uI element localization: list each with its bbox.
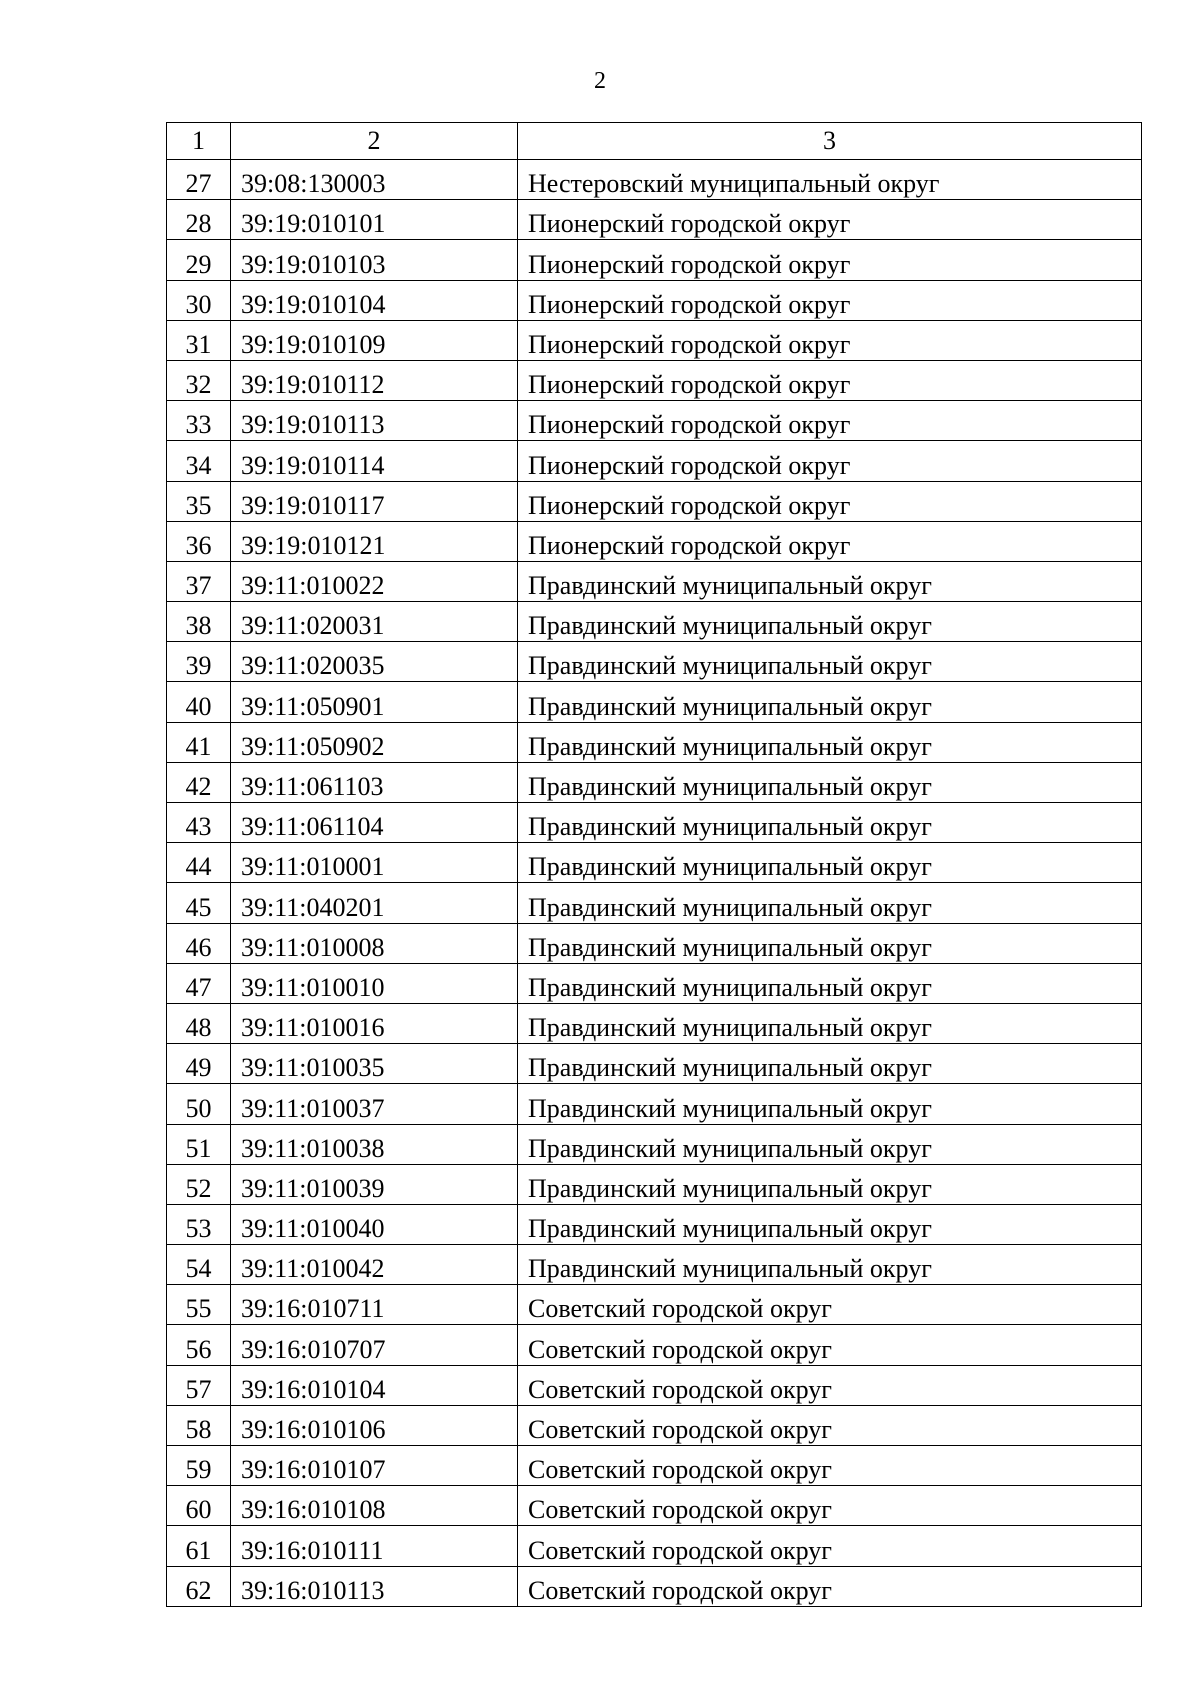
district-name-cell: Правдинский муниципальный округ xyxy=(518,883,1142,923)
district-name-cell: Правдинский муниципальный округ xyxy=(518,1245,1142,1285)
row-number-cell: 44 xyxy=(167,843,231,883)
district-name-cell: Пионерский городской округ xyxy=(518,521,1142,561)
cadastral-code-cell: 39:19:010121 xyxy=(231,521,518,561)
column-header-1: 1 xyxy=(167,123,231,160)
district-name-cell: Советский городской округ xyxy=(518,1285,1142,1325)
district-name-cell: Правдинский муниципальный округ xyxy=(518,602,1142,642)
district-name-cell: Пионерский городской округ xyxy=(518,360,1142,400)
row-number-cell: 47 xyxy=(167,963,231,1003)
district-name-cell: Правдинский муниципальный округ xyxy=(518,923,1142,963)
cadastral-code-cell: 39:11:010042 xyxy=(231,1245,518,1285)
cadastral-code-cell: 39:11:061104 xyxy=(231,803,518,843)
cadastral-code-cell: 39:11:010010 xyxy=(231,963,518,1003)
cadastral-code-cell: 39:16:010111 xyxy=(231,1526,518,1566)
row-number-cell: 56 xyxy=(167,1325,231,1365)
cadastral-code-cell: 39:08:130003 xyxy=(231,160,518,200)
row-number-cell: 54 xyxy=(167,1245,231,1285)
district-name-cell: Пионерский городской округ xyxy=(518,481,1142,521)
table-row xyxy=(167,843,1142,883)
row-number-cell: 60 xyxy=(167,1486,231,1526)
table-row xyxy=(167,441,1142,481)
table-row xyxy=(167,1164,1142,1204)
district-name-cell: Правдинский муниципальный округ xyxy=(518,803,1142,843)
row-number-cell: 31 xyxy=(167,320,231,360)
cadastral-code-cell: 39:11:020035 xyxy=(231,642,518,682)
row-number-cell: 27 xyxy=(167,160,231,200)
cadastral-code-cell: 39:16:010108 xyxy=(231,1486,518,1526)
cadastral-code-cell: 39:19:010117 xyxy=(231,481,518,521)
district-name-cell: Правдинский муниципальный округ xyxy=(518,1003,1142,1043)
table-row xyxy=(167,963,1142,1003)
table-row xyxy=(167,762,1142,802)
table-row xyxy=(167,1486,1142,1526)
cadastral-code-cell: 39:11:010037 xyxy=(231,1084,518,1124)
district-name-cell: Советский городской округ xyxy=(518,1365,1142,1405)
table-row xyxy=(167,1044,1142,1084)
cadastral-code-cell: 39:11:010035 xyxy=(231,1044,518,1084)
district-name-cell: Правдинский муниципальный округ xyxy=(518,1164,1142,1204)
table-row xyxy=(167,521,1142,561)
row-number-cell: 36 xyxy=(167,521,231,561)
row-number-cell: 58 xyxy=(167,1405,231,1445)
table-row xyxy=(167,360,1142,400)
cadastral-table xyxy=(166,122,1142,1607)
row-number-cell: 39 xyxy=(167,642,231,682)
page-number: 2 xyxy=(594,68,606,94)
table-row xyxy=(167,320,1142,360)
table-row xyxy=(167,1325,1142,1365)
district-name-cell: Правдинский муниципальный округ xyxy=(518,843,1142,883)
row-number-cell: 40 xyxy=(167,682,231,722)
cadastral-code-cell: 39:11:010016 xyxy=(231,1003,518,1043)
district-name-cell: Правдинский муниципальный округ xyxy=(518,561,1142,601)
row-number-cell: 32 xyxy=(167,360,231,400)
cadastral-code-cell: 39:16:010113 xyxy=(231,1566,518,1606)
cadastral-code-cell: 39:11:061103 xyxy=(231,762,518,802)
table-row xyxy=(167,1245,1142,1285)
table-row xyxy=(167,240,1142,280)
row-number-cell: 41 xyxy=(167,722,231,762)
table-row xyxy=(167,1365,1142,1405)
cadastral-code-cell: 39:19:010113 xyxy=(231,401,518,441)
table-row xyxy=(167,1124,1142,1164)
row-number-cell: 33 xyxy=(167,401,231,441)
district-name-cell: Правдинский муниципальный округ xyxy=(518,762,1142,802)
cadastral-code-cell: 39:16:010104 xyxy=(231,1365,518,1405)
table-row xyxy=(167,561,1142,601)
district-name-cell: Советский городской округ xyxy=(518,1446,1142,1486)
cadastral-code-cell: 39:19:010104 xyxy=(231,280,518,320)
table-row xyxy=(167,1405,1142,1445)
table-row xyxy=(167,1003,1142,1043)
table-row xyxy=(167,602,1142,642)
row-number-cell: 45 xyxy=(167,883,231,923)
cadastral-code-cell: 39:11:010040 xyxy=(231,1204,518,1244)
district-name-cell: Советский городской округ xyxy=(518,1566,1142,1606)
table-body xyxy=(167,123,1142,1607)
row-number-cell: 55 xyxy=(167,1285,231,1325)
cadastral-code-cell: 39:19:010103 xyxy=(231,240,518,280)
row-number-cell: 51 xyxy=(167,1124,231,1164)
cadastral-code-cell: 39:19:010109 xyxy=(231,320,518,360)
district-name-cell: Правдинский муниципальный округ xyxy=(518,722,1142,762)
district-name-cell: Советский городской округ xyxy=(518,1486,1142,1526)
district-name-cell: Правдинский муниципальный округ xyxy=(518,682,1142,722)
table-row xyxy=(167,1285,1142,1325)
district-name-cell: Правдинский муниципальный округ xyxy=(518,1084,1142,1124)
table-header-row xyxy=(167,123,1142,160)
district-name-cell: Пионерский городской округ xyxy=(518,280,1142,320)
district-name-cell: Пионерский городской округ xyxy=(518,200,1142,240)
table-row xyxy=(167,923,1142,963)
district-name-cell: Правдинский муниципальный округ xyxy=(518,1044,1142,1084)
row-number-cell: 53 xyxy=(167,1204,231,1244)
row-number-cell: 61 xyxy=(167,1526,231,1566)
row-number-cell: 38 xyxy=(167,602,231,642)
table-row xyxy=(167,803,1142,843)
column-header-3: 3 xyxy=(518,123,1142,160)
row-number-cell: 52 xyxy=(167,1164,231,1204)
cadastral-code-cell: 39:11:050901 xyxy=(231,682,518,722)
row-number-cell: 50 xyxy=(167,1084,231,1124)
cadastral-code-cell: 39:16:010711 xyxy=(231,1285,518,1325)
district-name-cell: Правдинский муниципальный округ xyxy=(518,1204,1142,1244)
row-number-cell: 43 xyxy=(167,803,231,843)
cadastral-code-cell: 39:11:010022 xyxy=(231,561,518,601)
cadastral-code-cell: 39:16:010707 xyxy=(231,1325,518,1365)
table-row xyxy=(167,481,1142,521)
table-row xyxy=(167,200,1142,240)
cadastral-code-cell: 39:11:020031 xyxy=(231,602,518,642)
district-name-cell: Советский городской округ xyxy=(518,1325,1142,1365)
row-number-cell: 59 xyxy=(167,1446,231,1486)
cadastral-code-cell: 39:11:050902 xyxy=(231,722,518,762)
row-number-cell: 37 xyxy=(167,561,231,601)
table-row xyxy=(167,280,1142,320)
table-row xyxy=(167,682,1142,722)
table-row xyxy=(167,1526,1142,1566)
cadastral-code-cell: 39:19:010112 xyxy=(231,360,518,400)
row-number-cell: 57 xyxy=(167,1365,231,1405)
district-name-cell: Пионерский городской округ xyxy=(518,320,1142,360)
table-row xyxy=(167,1204,1142,1244)
cadastral-code-cell: 39:11:010001 xyxy=(231,843,518,883)
district-name-cell: Правдинский муниципальный округ xyxy=(518,963,1142,1003)
row-number-cell: 62 xyxy=(167,1566,231,1606)
district-name-cell: Нестеровский муниципальный округ xyxy=(518,160,1142,200)
row-number-cell: 30 xyxy=(167,280,231,320)
district-name-cell: Правдинский муниципальный округ xyxy=(518,642,1142,682)
row-number-cell: 48 xyxy=(167,1003,231,1043)
district-name-cell: Пионерский городской округ xyxy=(518,441,1142,481)
table-row xyxy=(167,1446,1142,1486)
column-header-2: 2 xyxy=(231,123,518,160)
table-row xyxy=(167,883,1142,923)
cadastral-code-cell: 39:11:040201 xyxy=(231,883,518,923)
cadastral-code-cell: 39:11:010038 xyxy=(231,1124,518,1164)
cadastral-code-cell: 39:16:010106 xyxy=(231,1405,518,1445)
district-name-cell: Советский городской округ xyxy=(518,1526,1142,1566)
row-number-cell: 34 xyxy=(167,441,231,481)
district-name-cell: Правдинский муниципальный округ xyxy=(518,1124,1142,1164)
cadastral-code-cell: 39:19:010101 xyxy=(231,200,518,240)
cadastral-code-cell: 39:11:010008 xyxy=(231,923,518,963)
row-number-cell: 29 xyxy=(167,240,231,280)
cadastral-code-cell: 39:16:010107 xyxy=(231,1446,518,1486)
district-name-cell: Советский городской округ xyxy=(518,1405,1142,1445)
row-number-cell: 49 xyxy=(167,1044,231,1084)
row-number-cell: 46 xyxy=(167,923,231,963)
table-row xyxy=(167,401,1142,441)
district-name-cell: Пионерский городской округ xyxy=(518,401,1142,441)
table-row xyxy=(167,642,1142,682)
table-row xyxy=(167,1566,1142,1606)
row-number-cell: 28 xyxy=(167,200,231,240)
row-number-cell: 35 xyxy=(167,481,231,521)
cadastral-code-cell: 39:19:010114 xyxy=(231,441,518,481)
table-row xyxy=(167,160,1142,200)
cadastral-code-cell: 39:11:010039 xyxy=(231,1164,518,1204)
row-number-cell: 42 xyxy=(167,762,231,802)
district-name-cell: Пионерский городской округ xyxy=(518,240,1142,280)
table-row xyxy=(167,1084,1142,1124)
table-row xyxy=(167,722,1142,762)
